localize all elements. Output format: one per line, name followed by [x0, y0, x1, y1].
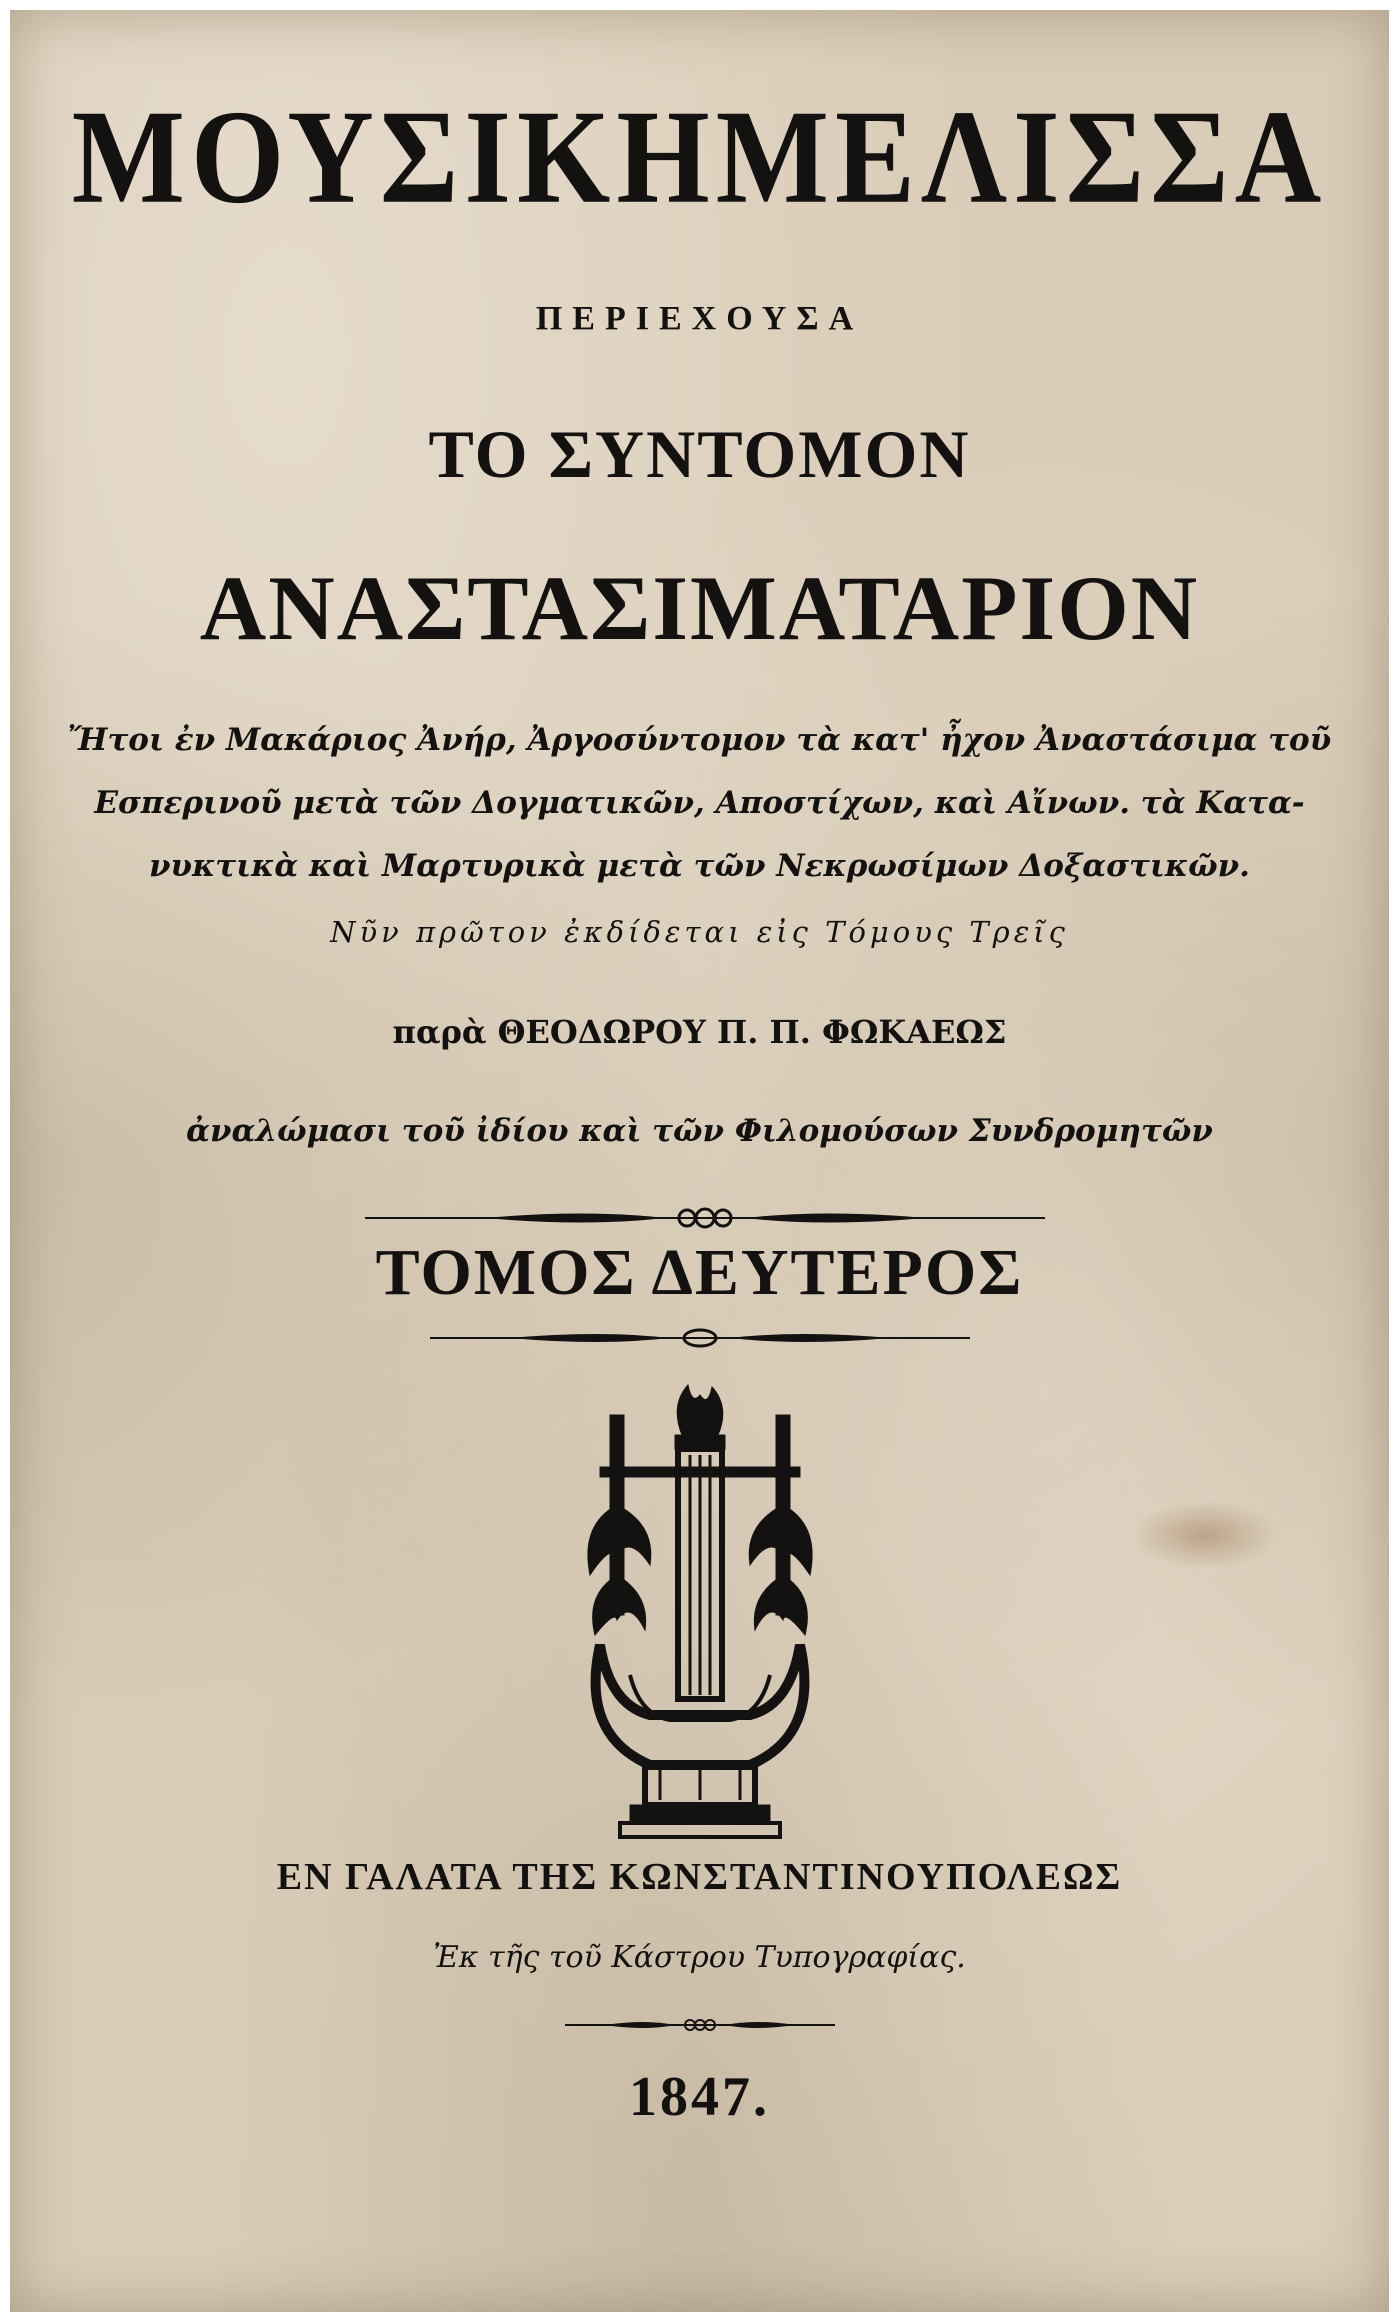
lyre-icon — [570, 1375, 830, 1855]
imprint-place: ΕΝ ΓΑΛΑΤΑ ΤΗΣ ΚΩΝΣΤΑΝΤΙΝΟΥΠΟΛΕΩΣ — [276, 1856, 1123, 1898]
expense-line: ἀναλώμασι τοῦ ἰδίου καὶ τῶν Φιλομούσων Συνδρομητῶν — [186, 1113, 1213, 1149]
description-line-1: Ἤτοι ἐν Μακάριος Ἀνήρ, Ἀργοσύντομον τὰ κατ' ἦχον Ἀναστάσιμα τοῦ — [67, 722, 1332, 758]
ornamental-rule-icon — [565, 2015, 835, 2035]
description-line-2: Εσπερινοῦ μετὰ τῶν Δογματικῶν, Αποστίχων, καὶ Αἴνων. τὰ Κατα- — [94, 785, 1305, 821]
author-line: παρὰ ΘΕΟΔΩΡΟΥ Π. Π. ΦΩΚΑΕΩΣ — [392, 1013, 1007, 1051]
subject-line-1: ΤΟ ΣΥΝΤΟΜΟΝ — [428, 416, 971, 492]
ornamental-rule-icon — [430, 1325, 970, 1351]
subject-line-2: ΑΝΑΣΤΑΣΙΜΑΤΑΡΙΟΝ — [199, 557, 1200, 659]
publication-year: 1847. — [629, 2066, 770, 2128]
ornamental-rule-icon — [365, 1205, 1045, 1231]
paper-stain — [1130, 1500, 1280, 1570]
imprint-press: Ἐκ τῆς τοῦ Κάστρου Τυπογραφίας. — [433, 1940, 966, 1975]
title-page — [10, 10, 1389, 2312]
book-title: ΜΟΥΣΙΚΗΜΕΛΙΣΣΑ — [71, 81, 1328, 231]
description-line-3: νυκτικὰ καὶ Μαρτυρικὰ μετὰ τῶν Νεκρωσίμων Δοξαστικῶν. — [149, 848, 1250, 884]
subtitle: ΠΕΡΙΕΧΟΥΣΑ — [535, 300, 864, 337]
description-line-4: Νῦν πρῶτον ἐκδίδεται εἰς Τόμους Τρεῖς — [330, 915, 1069, 949]
volume-heading: ΤΟΜΟΣ ΔΕΥΤΕΡΟΣ — [375, 1236, 1024, 1309]
